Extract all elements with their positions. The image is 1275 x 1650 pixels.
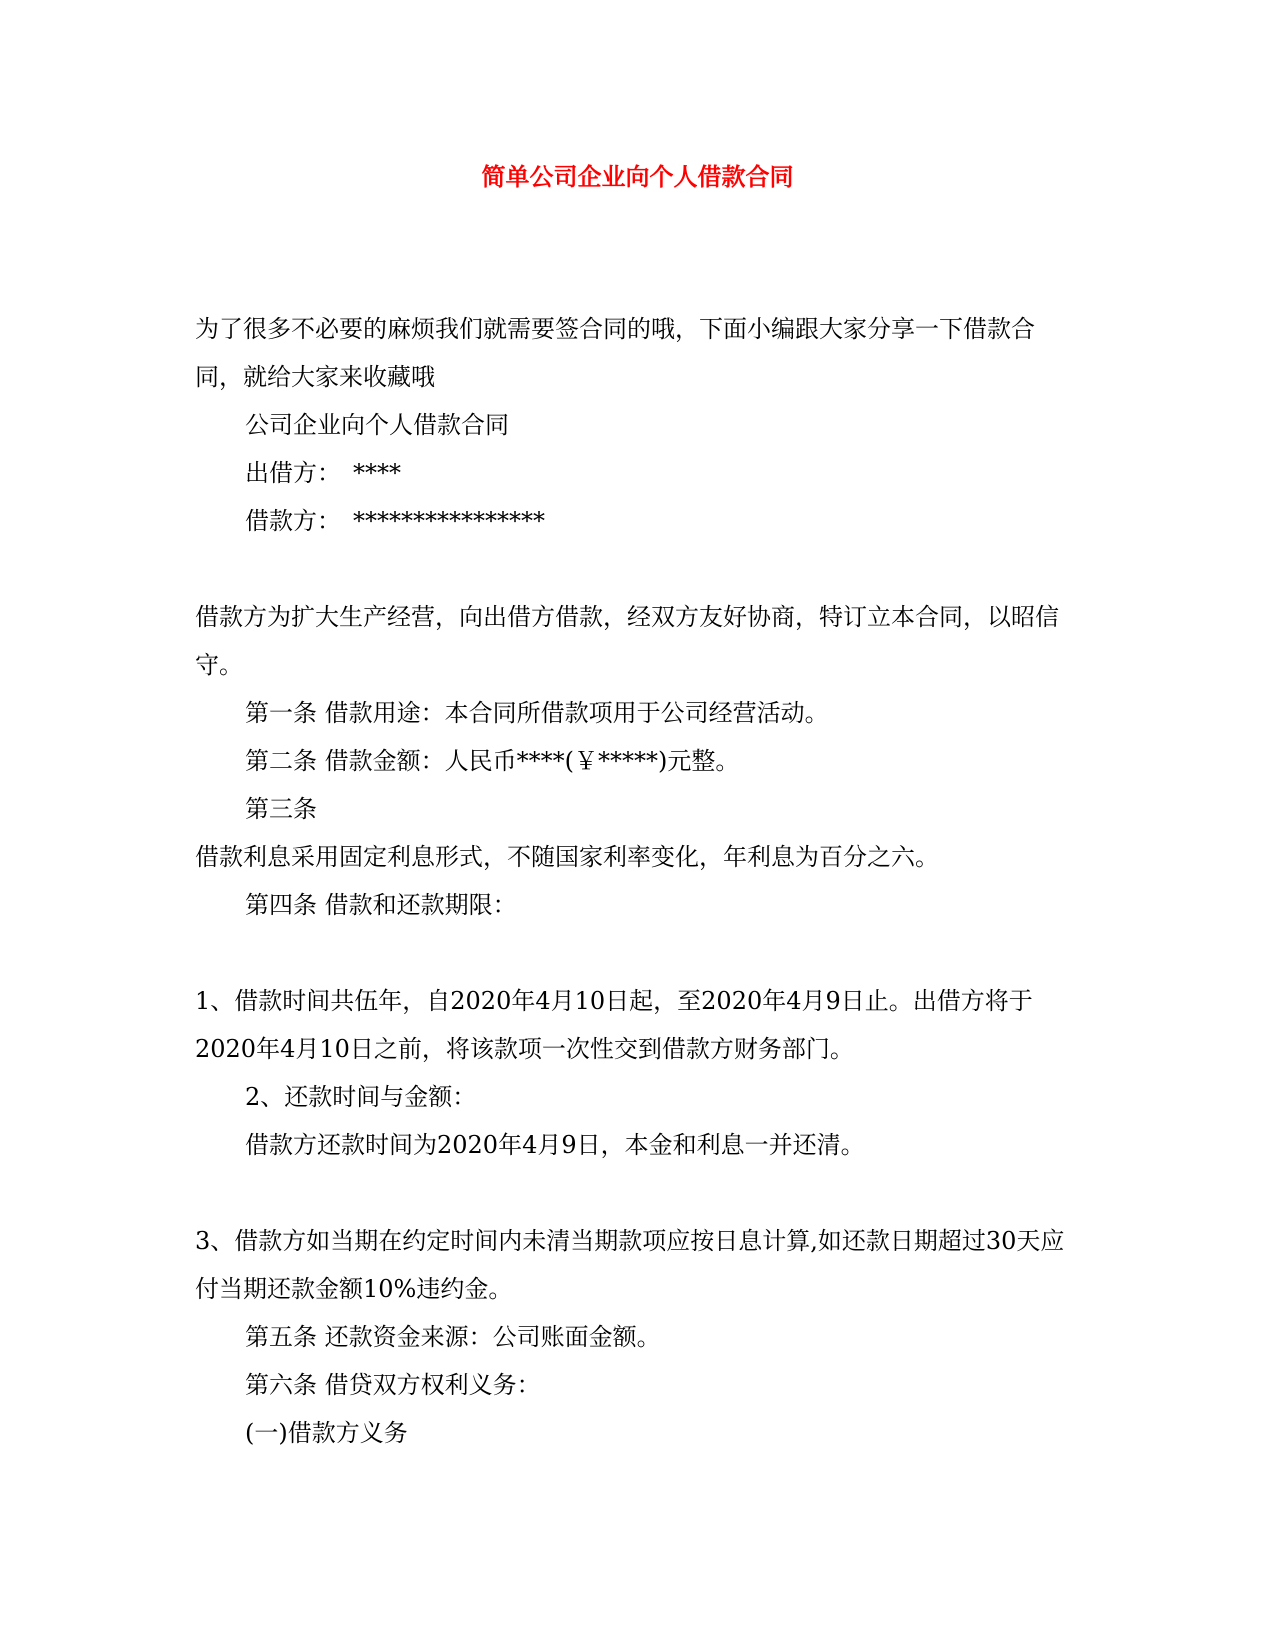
article-6: 第六条 借贷双方权利义务： (245, 1371, 541, 1399)
article-6-sub-1: (一)借款方义务 (245, 1419, 408, 1447)
intro-paragraph: 为了很多不必要的麻烦我们就需要签合同的哦，下面小编跟大家分享一下借款合同，就给大家来收藏哦 (195, 315, 1035, 391)
spacer (195, 1169, 1075, 1217)
article-3-text: 借款利息采用固定利息形式，不随国家利率变化，年利息为百分之六。 (195, 843, 939, 871)
item-2: 2、还款时间与金额： (245, 1083, 477, 1111)
item-1: 1、借款时间共伍年，自2020年4月10日起，至2020年4月9日止。出借方将于2020年4月10日之前，将该款项一次性交到借款方财务部门。 (195, 987, 1033, 1063)
article-4: 第四条 借款和还款期限： (245, 891, 517, 919)
article-2: 第二条 借款金额：人民币****(￥*****)元整。 (245, 747, 740, 775)
spacer (195, 545, 1075, 593)
borrower-line (195, 497, 1075, 545)
article-1: 第一条 借款用途：本合同所借款项用于公司经营活动。 (245, 699, 829, 727)
lender-line (195, 449, 1075, 497)
lender-value: **** (353, 459, 401, 487)
borrower-label: 借款方： (245, 507, 341, 535)
item-2-text: 借款方还款时间为2020年4月9日，本金和利息一并还清。 (245, 1131, 865, 1159)
lender-label: 出借方： (245, 459, 341, 487)
borrower-value: **************** (353, 507, 545, 535)
article-5: 第五条 还款资金来源：公司账面金额。 (245, 1323, 661, 1351)
document-title: 简单公司企业向个人借款合同 (481, 163, 794, 191)
preamble-paragraph: 借款方为扩大生产经营，向出借方借款，经双方友好协商，特订立本合同，以昭信守。 (195, 603, 1059, 679)
document-body (195, 305, 1075, 1457)
item-3: 3、借款方如当期在约定时间内未清当期款项应按日息计算,如还款日期超过30天应付当期还款金额10%违约金。 (195, 1227, 1065, 1303)
spacer (195, 929, 1075, 977)
article-3-heading: 第三条 (245, 795, 317, 823)
contract-subtitle: 公司企业向个人借款合同 (245, 411, 509, 439)
